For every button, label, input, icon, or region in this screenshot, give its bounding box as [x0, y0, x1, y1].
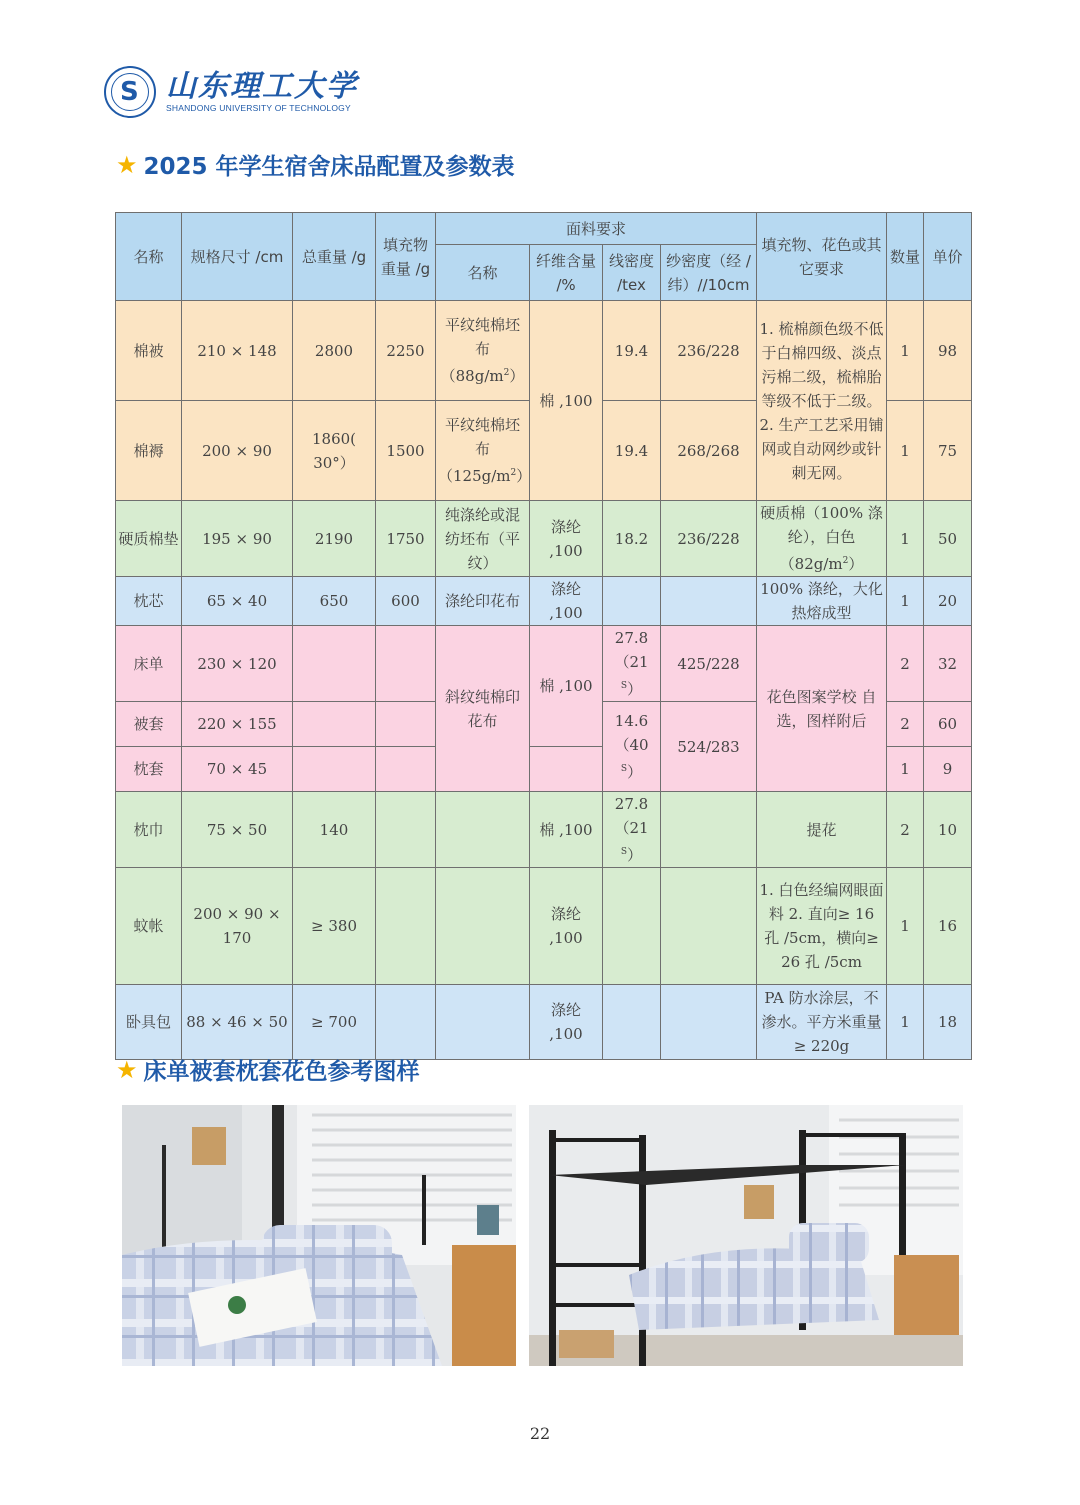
cell-yarn-density: 236/228: [661, 501, 757, 577]
cell-fiber: [530, 747, 603, 792]
cell-name: 被套: [116, 702, 182, 747]
header-total-weight: 总重量 /g: [293, 213, 376, 301]
section-title-text: 2025 年学生宿舍床品配置及参数表: [143, 154, 515, 180]
cell-name: 枕芯: [116, 577, 182, 626]
cell-fabric-name: [436, 868, 530, 985]
cell-yarn-density: 524/283: [661, 702, 757, 792]
cell-linear-density: 27.8（21 $^S$）: [603, 626, 661, 702]
cell-name: 棉被: [116, 301, 182, 401]
cell-requirements: 提花: [757, 792, 887, 868]
cell-yarn-density: [661, 577, 757, 626]
cell-qty: 1: [887, 747, 924, 792]
cell-yarn-density: 268/268: [661, 401, 757, 501]
cell-price: 60: [924, 702, 972, 747]
header-requirements: 填充物、花色或其它要求: [757, 213, 887, 301]
cell-qty: 1: [887, 301, 924, 401]
cell-size: 200 × 90 × 170: [182, 868, 293, 985]
cell-price: 32: [924, 626, 972, 702]
university-seal-icon: S: [104, 66, 156, 118]
header-size: 规格尺寸 /cm: [182, 213, 293, 301]
header-fabric-name: 名称: [436, 245, 530, 301]
cell-name: 棉褥: [116, 401, 182, 501]
cell-fill-weight: [376, 702, 436, 747]
page-number: 22: [529, 1424, 551, 1443]
cell-qty: 2: [887, 626, 924, 702]
cell-fiber: 涤纶 ,100: [530, 577, 603, 626]
cell-qty: 1: [887, 401, 924, 501]
cell-fabric-name: 平纹纯棉坯布$(125g/m^2)$: [436, 401, 530, 501]
cell-fabric-name: 斜纹纯棉印花布: [436, 626, 530, 792]
cell-price: 18: [924, 985, 972, 1060]
header-linear-density: 线密度 /tex: [603, 245, 661, 301]
cell-qty: 1: [887, 868, 924, 985]
header-qty: 数量: [887, 213, 924, 301]
cell-fill-weight: [376, 868, 436, 985]
section-title-patterns: [116, 1053, 420, 1086]
cell-price: 75: [924, 401, 972, 501]
cell-fill-weight: 1750: [376, 501, 436, 577]
cell-size: 75 × 50: [182, 792, 293, 868]
cell-price: 50: [924, 501, 972, 577]
cell-size: 200 × 90: [182, 401, 293, 501]
cell-yarn-density: [661, 985, 757, 1060]
cell-price: 16: [924, 868, 972, 985]
cell-fill-weight: [376, 792, 436, 868]
cell-total-weight: ≥ 700: [293, 985, 376, 1060]
cell-yarn-density: [661, 868, 757, 985]
bedding-photo-1: [122, 1105, 516, 1366]
cell-price: 9: [924, 747, 972, 792]
cell-fabric-name: 纯涤纶或混纺坯布（平纹）: [436, 501, 530, 577]
cell-requirements: 1. 白色经编网眼面料 2. 直向≥ 16 孔 /5cm，横向≥ 26 孔 /5cm: [757, 868, 887, 985]
table-row: [116, 577, 972, 626]
cell-total-weight: 1860( 30°）: [293, 401, 376, 501]
star-icon: ★: [116, 1055, 138, 1084]
cell-total-weight: [293, 626, 376, 702]
cell-linear-density: 18.2: [603, 501, 661, 577]
cell-name: 枕巾: [116, 792, 182, 868]
cell-fill-weight: [376, 985, 436, 1060]
header-yarn-density: 纱密度（经 / 纬）//10cm: [661, 245, 757, 301]
header-name: 名称: [116, 213, 182, 301]
cell-fill-weight: [376, 626, 436, 702]
cell-total-weight: ≥ 380: [293, 868, 376, 985]
cell-requirements: 花色图案学校 自选，图样附后: [757, 626, 887, 792]
cell-linear-density: [603, 868, 661, 985]
cell-fabric-name: [436, 792, 530, 868]
cell-fiber: 涤纶 ,100: [530, 985, 603, 1060]
cell-fill-weight: 2250: [376, 301, 436, 401]
bedding-photo-2: [529, 1105, 963, 1366]
cell-name: 枕套: [116, 747, 182, 792]
table-row: [116, 301, 972, 401]
cell-name: 卧具包: [116, 985, 182, 1060]
cell-fill-weight: [376, 747, 436, 792]
header-fiber: 纤维含量 /%: [530, 245, 603, 301]
cell-size: 195 × 90: [182, 501, 293, 577]
cell-total-weight: 2190: [293, 501, 376, 577]
cell-size: 65 × 40: [182, 577, 293, 626]
cell-size: 220 × 155: [182, 702, 293, 747]
star-icon: ★: [116, 150, 138, 179]
cell-fill-weight: 600: [376, 577, 436, 626]
cell-size: 70 × 45: [182, 747, 293, 792]
cell-requirements: PA 防水涂层，不渗水。平方米重量≥ 220g: [757, 985, 887, 1060]
section-title-text: 床单被套枕套花色参考图样: [143, 1059, 420, 1085]
table-row: [116, 501, 972, 577]
cell-linear-density: 19.4: [603, 401, 661, 501]
cell-total-weight: [293, 747, 376, 792]
cell-fabric-name: [436, 985, 530, 1060]
cell-qty: 2: [887, 702, 924, 747]
cell-name: 床单: [116, 626, 182, 702]
cell-yarn-density: 236/228: [661, 301, 757, 401]
university-logo: [104, 66, 358, 118]
cell-price: 20: [924, 577, 972, 626]
cell-qty: 1: [887, 501, 924, 577]
logo-name-cn: 山东理工大学: [166, 69, 358, 104]
cell-yarn-density: 425/228: [661, 626, 757, 702]
cell-fabric-name: 平纹纯棉坯布$(88g/m^2)$: [436, 301, 530, 401]
cell-fiber: 棉 ,100: [530, 626, 603, 747]
bedding-spec-table: [115, 212, 972, 1060]
cell-name: 硬质棉垫: [116, 501, 182, 577]
cell-yarn-density: [661, 792, 757, 868]
cell-total-weight: 650: [293, 577, 376, 626]
table-row: [116, 792, 972, 868]
cell-fiber: 棉 ,100: [530, 792, 603, 868]
cell-linear-density: 19.4: [603, 301, 661, 401]
cell-linear-density: 14.6（40 $^S$）: [603, 702, 661, 792]
cell-size: 230 × 120: [182, 626, 293, 702]
cell-size: 210 × 148: [182, 301, 293, 401]
cell-qty: 1: [887, 985, 924, 1060]
cell-name: 蚊帐: [116, 868, 182, 985]
cell-requirements: 1. 梳棉颜色级不低于白棉四级、淡点污棉二级，梳棉胎等级不低于二级。 2. 生产工艺采用铺网或自动网纱或针刺无网。: [757, 301, 887, 501]
cell-fiber: 棉 ,100: [530, 301, 603, 501]
cell-requirements: 100% 涤纶，大化热熔成型: [757, 577, 887, 626]
cell-requirements: 硬质棉（100% 涤纶），白色$(82g/m^2)$: [757, 501, 887, 577]
cell-qty: 1: [887, 577, 924, 626]
header-fabric-group: 面料要求: [436, 213, 757, 245]
cell-fabric-name: 涤纶印花布: [436, 577, 530, 626]
cell-linear-density: [603, 577, 661, 626]
header-fill-weight: 填充物重量 /g: [376, 213, 436, 301]
table-row: [116, 985, 972, 1060]
cell-price: 98: [924, 301, 972, 401]
cell-fill-weight: 1500: [376, 401, 436, 501]
cell-fiber: 涤纶 ,100: [530, 501, 603, 577]
cell-size: 88 × 46 × 50: [182, 985, 293, 1060]
logo-name-en: SHANDONG UNIVERSITY OF TECHNOLOGY: [166, 103, 351, 113]
cell-price: 10: [924, 792, 972, 868]
table-row: [116, 626, 972, 702]
section-title-table: [116, 148, 515, 181]
cell-total-weight: [293, 702, 376, 747]
cell-fiber: 涤纶 ,100: [530, 868, 603, 985]
cell-qty: 2: [887, 792, 924, 868]
cell-total-weight: 2800: [293, 301, 376, 401]
cell-total-weight: 140: [293, 792, 376, 868]
header-price: 单价: [924, 213, 972, 301]
cell-linear-density: [603, 985, 661, 1060]
table-row: [116, 868, 972, 985]
cell-linear-density: 27.8（21 $^S$）: [603, 792, 661, 868]
